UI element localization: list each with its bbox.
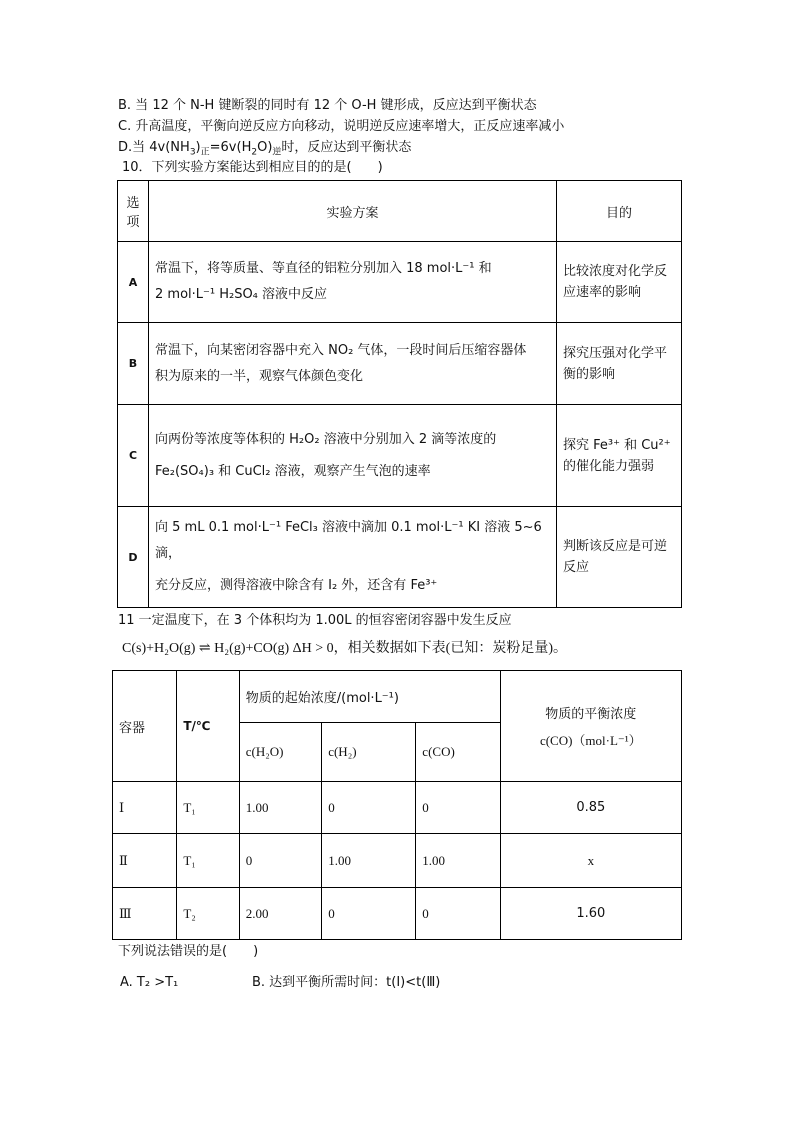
row-temp: T₁	[177, 782, 239, 834]
row-goal: 探究压强对化学平衡的影响	[557, 323, 682, 405]
row-h2o: 2.00	[239, 888, 321, 940]
subheader-h2: c(H₂)	[322, 723, 416, 782]
row-h2: 0	[322, 888, 416, 940]
q10-title: 10．下列实验方案能达到相应目的的是( )	[122, 160, 383, 175]
q11-option-a: A. T₂ >T₁	[120, 975, 179, 990]
option-d-line: D.当 $4v(NH_3)_正=6v(H_2O)_逆$时，反应达到平衡状态	[118, 140, 412, 158]
row-id: Ⅲ	[113, 888, 177, 940]
header-goal: 目的	[557, 181, 682, 242]
q11-intro: 11 一定温度下，在 3 个体积均为 1.00L 的恒容密闭容器中发生反应	[118, 613, 512, 628]
q11-header-row	[113, 671, 682, 723]
row-option: A	[118, 242, 149, 323]
row-option: C	[118, 405, 149, 507]
q10-table	[117, 180, 682, 608]
row-co: 1.00	[416, 834, 500, 888]
header-temp: T/℃	[177, 671, 239, 782]
row-plan: 常温下，向某密闭容器中充入 NO₂ 气体，一段时间后压缩容器体 积为原来的一半，观察气体颜色变化	[149, 323, 557, 405]
header-container: 容器	[113, 671, 177, 782]
table-row	[118, 405, 682, 507]
q11-option-b: B. 达到平衡所需时间：t(Ⅰ)<t(Ⅲ)	[252, 975, 441, 990]
table-row	[113, 782, 682, 834]
row-temp: T₁	[177, 834, 239, 888]
table-row	[118, 507, 682, 608]
row-goal: 探究 Fe³⁺ 和 Cu²⁺ 的催化能力强弱	[557, 405, 682, 507]
row-goal: 比较浓度对化学反应速率的影响	[557, 242, 682, 323]
row-temp: T₂	[177, 888, 239, 940]
header-plan: 实验方案	[149, 181, 557, 242]
row-h2o: 0	[239, 834, 321, 888]
option-b-line: B. 当 12 个 N-H 键断裂的同时有 12 个 O-H 键形成，反应达到平衡状态	[118, 98, 537, 113]
q11-equation: C(s)+H₂O(g) ⇌ H₂(g)+CO(g) ΔH > 0，相关数据如下表(已知：炭粉足量)。	[122, 641, 567, 656]
row-eq: 0.85	[500, 782, 681, 834]
q11-question: 下列说法错误的是( )	[118, 944, 259, 959]
option-c-line: C. 升高温度，平衡向逆反应方向移动，说明逆反应速率增大，正反应速率减小	[118, 119, 565, 134]
row-goal: 判断该反应是可逆反应	[557, 507, 682, 608]
q11-table	[112, 670, 682, 940]
table-row	[118, 242, 682, 323]
row-co: 0	[416, 782, 500, 834]
row-h2o: 1.00	[239, 782, 321, 834]
table-row	[113, 834, 682, 888]
row-id: Ⅱ	[113, 834, 177, 888]
header-eq-conc: 物质的平衡浓度 c(CO)（mol·L⁻¹）	[500, 671, 681, 782]
row-id: Ⅰ	[113, 782, 177, 834]
row-plan: 向两份等浓度等体积的 H₂O₂ 溶液中分别加入 2 滴等浓度的 Fe₂(SO₄)₃ 和 CuCl₂ 溶液，观察产生气泡的速率	[149, 405, 557, 507]
row-option: D	[118, 507, 149, 608]
row-plan: 向 5 mL 0.1 mol·L⁻¹ FeCl₃ 溶液中滴加 0.1 mol·L⁻¹ KI 溶液 5~6 滴， 充分反应，测得溶液中除含有 I₂ 外，还含有 Fe³⁺	[149, 507, 557, 608]
row-option: B	[118, 323, 149, 405]
q10-header-row	[118, 181, 682, 242]
table-row	[118, 323, 682, 405]
row-co: 0	[416, 888, 500, 940]
header-option: 选项	[118, 181, 149, 242]
subheader-co: c(CO)	[416, 723, 500, 782]
row-plan: 常温下，将等质量、等直径的铝粒分别加入 18 mol·L⁻¹ 和 2 mol·L⁻¹ H₂SO₄ 溶液中反应	[149, 242, 557, 323]
row-eq: x	[500, 834, 681, 888]
header-start-conc: 物质的起始浓度/(mol·L⁻¹)	[239, 671, 500, 723]
subheader-h2o: c(H₂O)	[239, 723, 321, 782]
row-h2: 0	[322, 782, 416, 834]
table-row	[113, 888, 682, 940]
row-h2: 1.00	[322, 834, 416, 888]
row-eq: 1.60	[500, 888, 681, 940]
